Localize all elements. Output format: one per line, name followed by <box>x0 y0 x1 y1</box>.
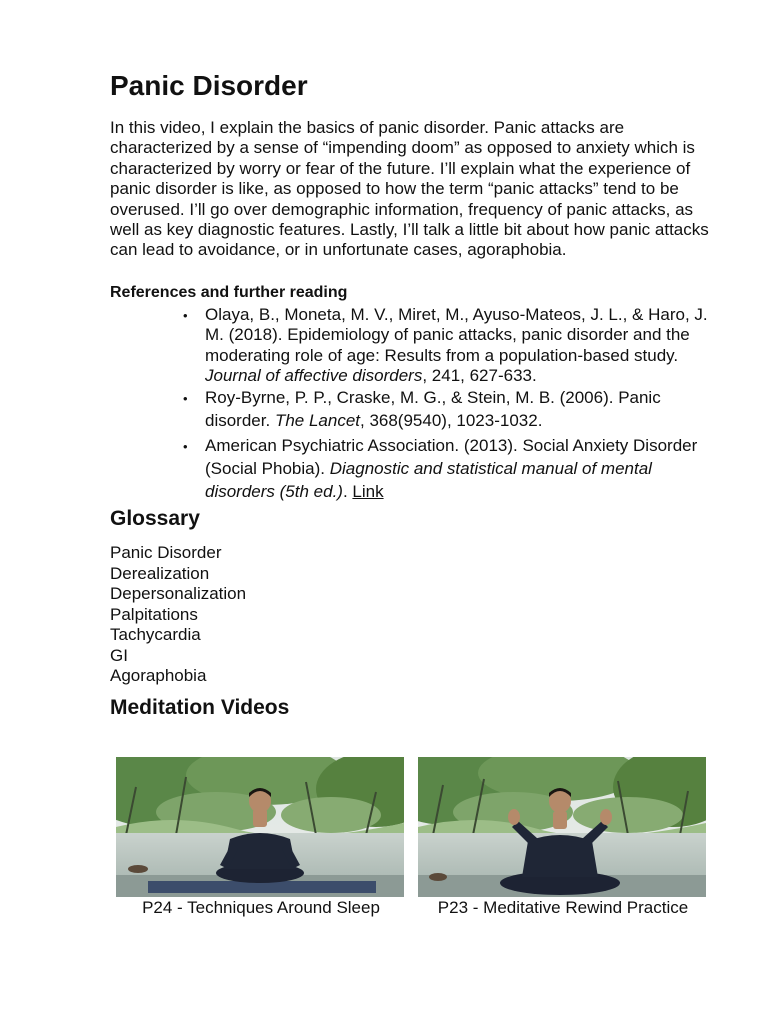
video-gallery <box>116 757 716 927</box>
glossary-term: Depersonalization <box>110 584 247 604</box>
page-title: Panic Disorder <box>110 70 308 101</box>
reference-journal: The Lancet <box>274 411 360 431</box>
document-page <box>110 66 720 917</box>
video-card[interactable] <box>418 757 708 918</box>
glossary-term: Panic Disorder <box>110 543 222 563</box>
glossary-term: GI <box>110 645 128 665</box>
video-caption[interactable]: P24 - Techniques Around Sleep <box>142 898 380 917</box>
glossary-term: Agoraphobia <box>110 666 207 686</box>
reference-item: • Roy-Byrne, P. P., Craske, M. G., & Stein, M. B. (2006). Panic disorder. The Lancet, 368(9540), 1023-1032. <box>205 386 720 432</box>
references-heading: References and further reading <box>110 283 348 301</box>
glossary-heading: Glossary <box>110 507 200 531</box>
intro-paragraph: In this video, I explain the basics of panic disorder. Panic attacks are characterized by a sense of “impending doom” as opposed to anxiety which is characterized by worry or fear of the future. I’ll explain what the experience of panic disorder is like, as opposed to how the term “panic attacks” tend to be overused. I’ll go over demographic information, frequency of panic attacks, as well as key diagnostic features. Lastly, I’ll talk a little bit about how panic attacks can lead to avoidance, or in unfortunate cases, agoraphobia. <box>110 118 709 260</box>
reference-journal: Journal of affective disorders <box>205 366 423 386</box>
references-list <box>110 305 720 504</box>
glossary-term: Derealization <box>110 563 210 583</box>
video-thumbnail[interactable] <box>116 757 404 897</box>
glossary-term: Palpitations <box>110 604 198 624</box>
meditation-videos-heading: Meditation Videos <box>110 695 290 719</box>
video-caption[interactable]: P23 - Meditative Rewind Practice <box>437 898 689 917</box>
reference-item: • American Psychiatric Association. (2013). Social Anxiety Disorder (Social Phobia). Diagnostic and statistical manual of mental disorders (5th ed.). Link <box>205 434 720 503</box>
video-card[interactable] <box>116 757 406 918</box>
reference-link[interactable]: Link <box>352 482 384 502</box>
reference-item: • Olaya, B., Moneta, M. V., Miret, M., Ayuso-Mateos, J. L., & Haro, J. M. (2018). Epidemiology of panic attacks, panic disorder and the moderating role of age: Results from a population-based study. Journal of affective disorders, 241, 627-633. <box>205 305 720 387</box>
glossary-term: Tachycardia <box>110 625 201 645</box>
reference-journal: Diagnostic and statistical manual of mental disorders (5th ed.) <box>205 459 652 502</box>
glossary-list <box>110 543 720 687</box>
video-thumbnail[interactable] <box>418 757 706 897</box>
